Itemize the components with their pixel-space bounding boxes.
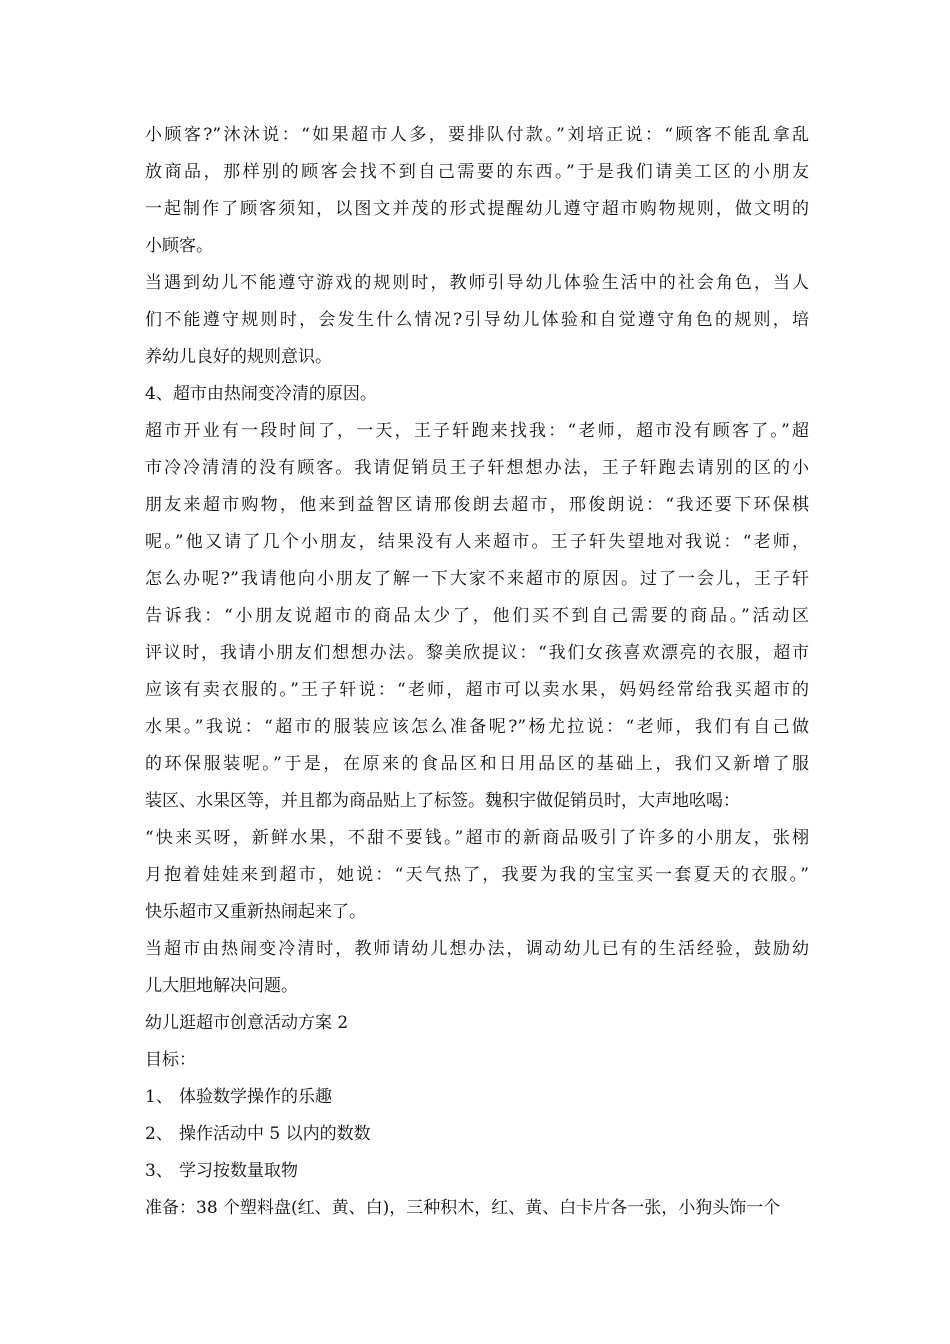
paragraph-supermarket-story — [145, 413, 809, 931]
text-line: 儿大胆地解决问题。 — [145, 976, 298, 996]
text-line: 朋友来超市购物，他来到益智区请邢俊朗去超市，邢俊朗说：“我还要下环保棋 — [145, 495, 809, 515]
section-heading-4 — [145, 376, 809, 413]
list-item-number: 3、 — [145, 1161, 173, 1181]
paragraph-rule-awareness — [145, 265, 809, 376]
text-line: 装区、水果区等，并且都为商品贴上了标签。魏积宇做促销员时，大声地吆喝： — [145, 791, 740, 811]
list-item — [145, 1079, 809, 1116]
list-item-text: 操作活动中 5 以内的数数 — [179, 1124, 371, 1144]
text-line: 当超市由热闹变冷清时，教师请幼儿想办法，调动幼儿已有的生活经验，鼓励幼 — [145, 939, 809, 959]
text-line: 评议时，我请小朋友们想想办法。黎美欣提议：“我们女孩喜欢漂亮的衣服，超市 — [145, 643, 809, 663]
paragraph-customer-rules — [145, 117, 809, 265]
paragraph-problem-solving — [145, 931, 809, 1005]
goals-list — [145, 1079, 809, 1190]
text-line: 一起制作了顾客须知，以图文并茂的形式提醒幼儿遵守超市购物规则，做文明的 — [145, 199, 809, 219]
text-line: 超市开业有一段时间了，一天，王子轩跑来找我：“老师，超市没有顾客了。”超 — [145, 421, 809, 441]
text-line: 应该有卖衣服的。”王子轩说：“老师，超市可以卖水果，妈妈经常给我买超市的 — [145, 680, 809, 700]
text-line: 水果。”我说：“超市的服装应该怎么准备呢?”杨尤拉说：“老师，我们有自己做 — [145, 717, 809, 737]
list-item-number: 2、 — [145, 1124, 173, 1144]
text-line: 4、超市由热闹变冷清的原因。 — [145, 384, 377, 404]
text-line: 当遇到幼儿不能遵守游戏的规则时，教师引导幼儿体验生活中的社会角色，当人 — [145, 273, 809, 293]
text-line: 的环保服装呢。”于是，在原来的食品区和日用品区的基础上，我们又新增了服 — [145, 754, 809, 774]
text-line: 准备：38 个塑料盘(红、黄、白)，三种积木，红、黄、白卡片各一张，小狗头饰一个 — [145, 1198, 781, 1218]
text-line: 小顾客。 — [145, 236, 213, 256]
list-item — [145, 1116, 809, 1153]
text-line: 们不能遵守规则时，会发生什么情况?引导幼儿体验和自觉遵守角色的规则，培 — [145, 310, 809, 330]
text-line: 市冷冷清清的没有顾客。我请促销员王子轩想想办法，王子轩跑去请别的区的小 — [145, 458, 809, 478]
text-line: 呢。”他又请了几个小朋友，结果没有人来超市。王子轩失望地对我说：“老师， — [145, 532, 809, 552]
text-line: 快乐超市又重新热闹起来了。 — [145, 902, 366, 922]
preparation-paragraph — [145, 1190, 809, 1227]
text-line: 放商品，那样别的顾客会找不到自己需要的东西。”于是我们请美工区的小朋友 — [145, 162, 809, 182]
document-body — [145, 117, 809, 1227]
text-line: 幼儿逛超市创意活动方案 2 — [145, 1013, 349, 1033]
text-line: 告诉我：“小朋友说超市的商品太少了，他们买不到自己需要的商品。”活动区 — [145, 606, 809, 626]
text-line: 月抱着娃娃来到超市，她说：“天气热了，我要为我的宝宝买一套夏天的衣服。” — [145, 865, 809, 885]
text-line: 目标： — [145, 1050, 196, 1070]
plan-title — [145, 1005, 809, 1042]
list-item-text: 学习按数量取物 — [179, 1161, 298, 1181]
list-item — [145, 1153, 809, 1190]
text-line: 养幼儿良好的规则意识。 — [145, 347, 332, 367]
goals-label — [145, 1042, 809, 1079]
text-line: “快来买呀，新鲜水果，不甜不要钱。”超市的新商品吸引了许多的小朋友，张栩 — [145, 828, 809, 848]
text-line: 怎么办呢?”我请他向小朋友了解一下大家不来超市的原因。过了一会儿，王子轩 — [145, 569, 809, 589]
text-line: 小顾客?”沐沐说：“如果超市人多，要排队付款。”刘培正说：“顾客不能乱拿乱 — [145, 125, 809, 145]
list-item-text: 体验数学操作的乐趣 — [179, 1087, 332, 1107]
list-item-number: 1、 — [145, 1087, 173, 1107]
